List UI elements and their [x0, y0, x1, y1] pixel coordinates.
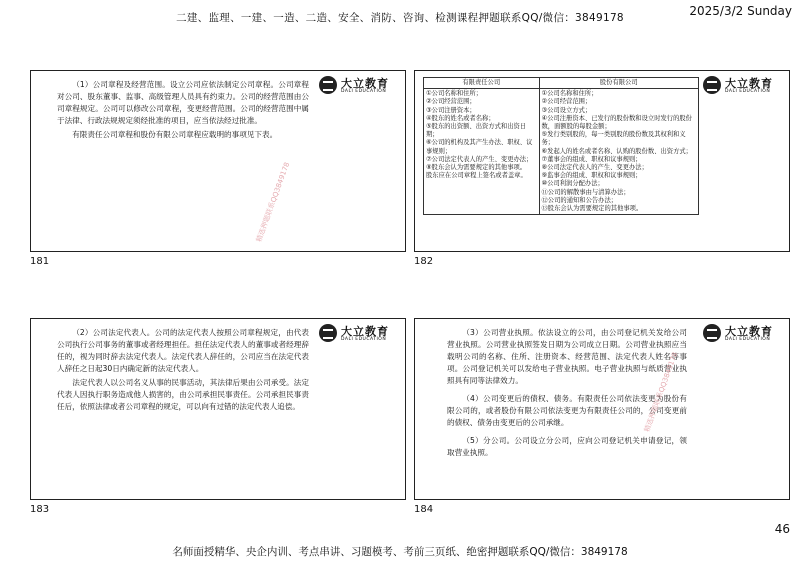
list-item: ⑤股东的出资额、出资方式和出资日期； [426, 123, 527, 139]
slide-182 [414, 70, 790, 252]
list-item: ⑨监事会的组成、职权和议事规则； [541, 172, 642, 180]
list-item: ⑩公司利润分配办法； [541, 180, 604, 188]
list-item: ⑫公司的通知和公告办法； [541, 196, 618, 204]
list-item: ②公司经营范围； [541, 98, 592, 106]
footer-banner: 名师面授精华、央企内训、考点串讲、习题模考、考前三页纸、绝密押题联系QQ/微信：3849178 [172, 546, 628, 558]
list-item: ④股东的姓名或者名称； [426, 114, 495, 122]
table-cell-right [539, 89, 699, 215]
paragraph: （4）公司变更后的债权、债务。有限责任公司依法变更为股份有限公司的，或者股份有限公司依法变更为有限责任公司的，公司变更前的债权、债务由变更后的公司承继。 [447, 394, 687, 427]
paragraph: （1）公司章程及经营范围。设立公司应依法制定公司章程。公司章程对公司、股东董事、监事、高级管理人员具有约束力。公司的经营范围由公司章程规定。公司可以修改公司章程，变更经营范围。公司的经营范围中属于法律、行政法规规定须经批准的项目，应当依法经过批准。 [57, 80, 309, 125]
slide-183 [30, 318, 406, 500]
list-item: 股东应在公司章程上签名或者盖章。 [426, 172, 527, 180]
slide-181 [30, 70, 406, 252]
dali-logo-icon [703, 324, 721, 342]
slide-number: 184 [414, 504, 434, 515]
slide-number: 183 [30, 504, 50, 515]
dali-logo-icon [703, 76, 721, 94]
paragraph: （2）公司法定代表人。公司的法定代表人按照公司章程规定，由代表公司执行公司事务的董事或者经理担任。担任法定代表人的董事或者经理辞任的，视为同时辞去法定代表人。法定代表人辞任的，公司应当在法定代表人辞任之日起30日内确定新的法定代表人。 [57, 328, 309, 373]
slide-body [57, 79, 309, 143]
page-number: 46 [774, 522, 790, 536]
list-item: ④公司注册资本、已发行的股份数和设立时发行的股份数，面额股的每股金额； [541, 114, 692, 131]
list-item: ②公司经营范围； [426, 98, 476, 106]
dali-logo: 大立教育 DALI EDUCATION [319, 75, 399, 97]
paragraph: （5）分公司。公司设立分公司，应向公司登记机关申请登记，领取营业执照。 [447, 436, 687, 457]
paragraph: 法定代表人以公司名义从事的民事活动，其法律后果由公司承受。法定代表人因执行职务造成他人损害的，由公司承担民事责任。公司承担民事责任后，依照法律或者公司章程的规定，可以向有过错的法定代表人追偿。 [57, 378, 309, 411]
table-header: 有限责任公司 [424, 78, 540, 89]
comparison-table [423, 77, 699, 215]
list-item: ③公司注册资本； [426, 106, 476, 114]
header-banner: 二建、监理、一建、一造、二造、安全、消防、咨询、检测课程押题联系QQ/微信：3849178 [176, 12, 624, 24]
table-header: 股份有限公司 [539, 78, 699, 89]
slide-body [447, 327, 687, 465]
watermark: 精选押题联系QQ3849178 [254, 161, 292, 244]
list-item: ③公司设立方式； [541, 106, 592, 114]
dali-logo-icon [319, 76, 337, 94]
list-item: ①公司名称和住所； [541, 90, 598, 98]
list-item: ⑥公司的机构及其产生办法、职权、议事规则； [426, 139, 533, 155]
watermark: 精选押题联系QQ3849178 [642, 351, 680, 434]
list-item: ⑧股东会认为需要规定的其他事项。 [426, 164, 527, 172]
list-item: ⑥发起人的姓名或者名称、认购的股份数、出资方式； [541, 147, 692, 155]
list-item: ⑬股东会认为需要规定的其他事项。 [541, 205, 643, 213]
list-item: ⑦公司法定代表人的产生、变更办法； [426, 155, 533, 163]
list-item: ⑪公司的解散事由与清算办法； [541, 188, 630, 196]
list-item: ⑦董事会的组成、职权和议事规则； [541, 155, 642, 163]
slide-number: 181 [30, 256, 50, 267]
dali-logo-icon [319, 324, 337, 342]
dali-logo: 大立教育 DALI EDUCATION [319, 323, 399, 345]
slide-body [57, 327, 309, 415]
dali-logo: 大立教育 DALI EDUCATION [703, 75, 783, 97]
dali-logo: 大立教育 DALI EDUCATION [703, 323, 783, 345]
date-label: 2025/3/2 Sunday [689, 4, 792, 18]
table-cell-left [424, 89, 540, 215]
slide-number: 182 [414, 256, 434, 267]
paragraph: （3）公司营业执照。依法设立的公司，由公司登记机关发给公司营业执照。公司营业执照签发日期为公司成立日期。公司营业执照应当载明公司的名称、住所、注册资本、经营范围、法定代表人姓名等事项。公司登记机关可以发给电子营业执照。电子营业执照与纸质营业执照具有同等法律效力。 [447, 328, 687, 385]
list-item: ⑧公司法定代表人的产生、变更办法； [541, 164, 648, 172]
paragraph: 有限责任公司章程和股份有限公司章程应载明的事项见下表。 [72, 130, 278, 139]
list-item: ①公司名称和住所； [426, 90, 483, 98]
slide-184 [414, 318, 790, 500]
list-item: ⑤发行类别股的，每一类别股的股份数及其权利和义务； [541, 131, 686, 147]
